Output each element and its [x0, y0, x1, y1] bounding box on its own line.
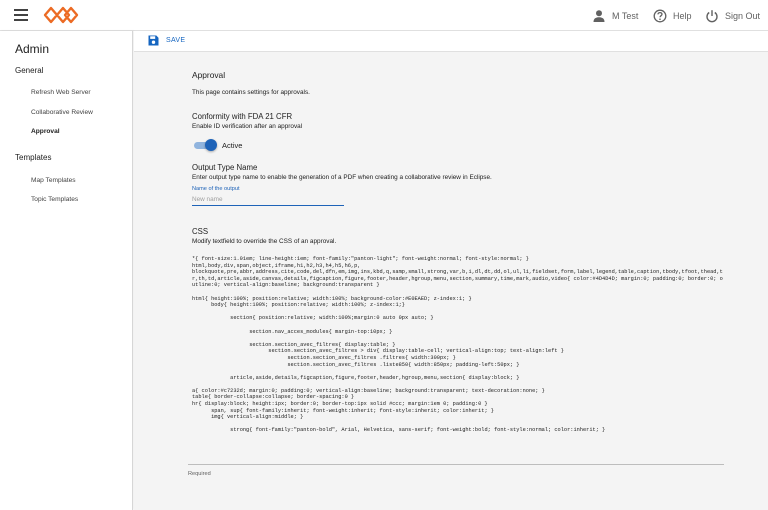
sign-out-label: Sign Out: [725, 11, 761, 21]
save-icon: [148, 35, 159, 46]
help-label: Help: [673, 11, 692, 21]
account-icon: [592, 9, 606, 23]
toggle-label: Active: [222, 141, 243, 150]
conformity-title: Conformity with FDA 21 CFR: [192, 112, 293, 121]
help-button[interactable]: [653, 8, 692, 24]
conformity-description: Enable ID verification after an approval: [192, 123, 303, 130]
page-title: Approval: [192, 70, 226, 80]
save-label: SAVE: [166, 37, 186, 44]
user-menu[interactable]: [592, 8, 638, 24]
sidebar-item-map-templates[interactable]: Map Templates: [31, 177, 76, 184]
user-name: M Test: [612, 11, 639, 21]
sidebar-title: Admin: [15, 42, 50, 56]
sign-out-button[interactable]: [705, 8, 760, 24]
css-field-divider: [188, 464, 724, 465]
main-panel: [134, 31, 768, 510]
output-type-title: Output Type Name: [192, 163, 258, 172]
css-description: Modify textfield to override the CSS of an approval.: [192, 238, 337, 245]
css-textarea[interactable]: *{ font-size:1.01em; line-height:1em; font-family:"panton-light"; font-weight:normal; font-style:normal; } html,body,div,span,object,iframe,h1,h2,h3,h4,h5,h6,p, blockquote,pre,abbr,address,cite,code,del,dfn,em,img,ins,kbd,q,samp,small,strong,var,b,i,dl,dt,dd,ol,ul,li,fieldset,form,label,legend,table,caption,tbody,tfoot,thead,tr,th,td,article,aside,canvas,details,figcaption,figure,footer,header,hgroup,menu,section,summary,time,mark,audio,video{ color:#4D4D4D; margin:0; padding:0; border:0; outline:0; vertical-align:baseline; background:transparent } html{ height:100%; position:relative; width:100%; background-color:#E0EAED; z-index:1; } body{ height:100%; position:relative; width:100%; z-index:1;} section{ position:relative; width:100%;margin:0 auto 0px auto; } section.nav_acces_modules{ margin-top:10px; } section.section_avec_filtres{ display:table; } section.section_avec_filtres > div{ display:table-cell; vertical-align:top; text-align:left } section.section_avec_filtres .filtres{ width:300px; } section.section_avec_filtres .liste850{ width:850px; padding-left:50px; } article,aside,details,figcaption,figure,footer,header,hgroup,menu,section{ display:block; } a{ color:#c7232d; margin:0; padding:0; vertical-align:baseline; background:transparent; text-decoration:none; } table{ border-collapse:collapse; border-spacing:0 } hr{ display:block; height:1px; border:0; border-top:1px solid #ccc; margin:1em 0; padding:0 } span, sup{ font-family:inherit; font-weight:inherit; font-style:inherit; color:inherit; } img{ vertical-align:middle; } strong{ font-family:"panton-bold", Arial, Helvetica, sans-serif; font-weight:bold; font-style:normal; color:inherit; }: [192, 256, 723, 434]
sidebar-section-templates: Templates: [15, 153, 52, 162]
sidebar-item-collaborative-review[interactable]: Collaborative Review: [31, 109, 93, 116]
css-title: CSS: [192, 227, 209, 236]
fda-conformity-toggle[interactable]: [192, 139, 216, 151]
power-icon: [705, 9, 719, 23]
toggle-thumb: [205, 139, 217, 151]
sidebar-section-general: General: [15, 66, 44, 75]
required-hint: Required: [188, 471, 211, 477]
page-description: This page contains settings for approvals.: [192, 89, 310, 96]
output-name-field: [192, 186, 344, 206]
save-toolbar: [134, 31, 768, 52]
top-bar: [0, 0, 768, 31]
menu-icon[interactable]: [14, 9, 28, 21]
sidebar-item-topic-templates[interactable]: Topic Templates: [31, 196, 79, 203]
logo-icon[interactable]: [43, 5, 79, 25]
help-icon: [653, 9, 667, 23]
output-type-description: Enter output type name to enable the generation of a PDF when creating a collaborative review in Eclipse.: [192, 174, 492, 181]
save-button[interactable]: [148, 35, 185, 46]
output-name-label: Name of the output: [192, 186, 240, 192]
output-name-input[interactable]: [192, 194, 344, 206]
sidebar-item-refresh-web-server[interactable]: Refresh Web Server: [31, 89, 91, 96]
sidebar-item-approval[interactable]: Approval: [31, 128, 60, 135]
sidebar: [0, 31, 133, 510]
